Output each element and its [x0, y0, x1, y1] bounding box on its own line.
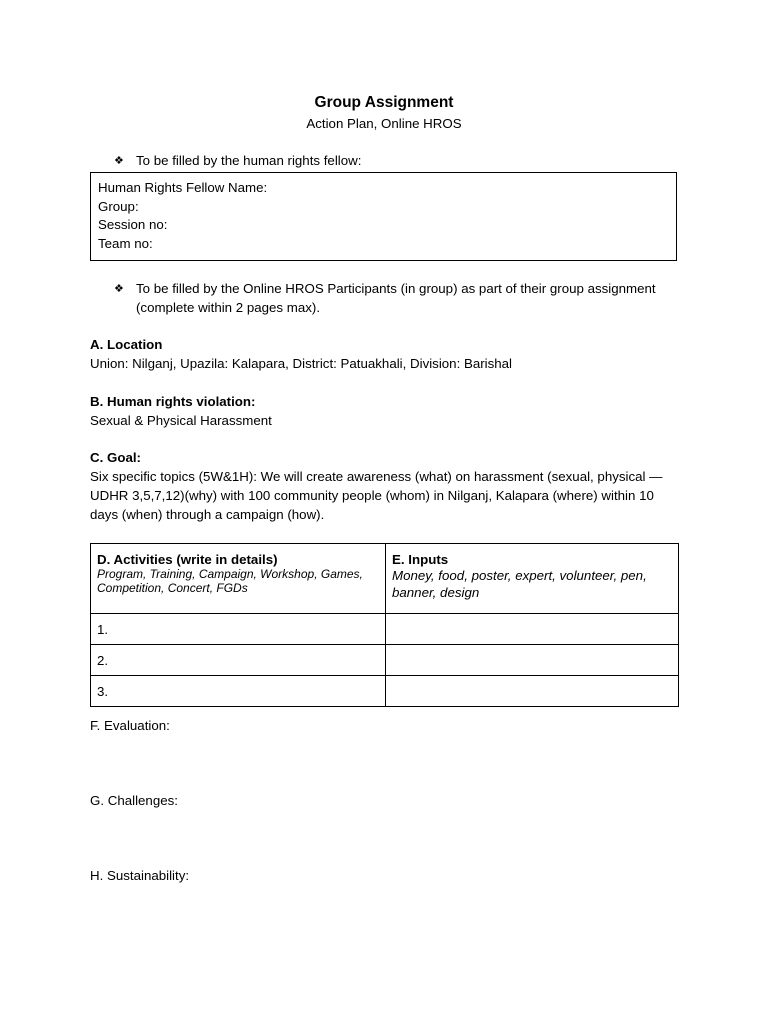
activity-cell[interactable]: 3. — [91, 676, 386, 707]
fellow-instruction — [114, 151, 684, 170]
inputs-header-title: E. Inputs — [392, 552, 449, 567]
document-subtitle: Action Plan, Online HROS — [306, 116, 462, 131]
table-header-row — [91, 544, 679, 614]
activity-cell[interactable]: 2. — [91, 645, 386, 676]
fellow-info-box — [90, 172, 677, 261]
goal-heading: C. Goal: — [90, 450, 141, 465]
session-no-field: Session no: — [98, 217, 168, 232]
table-row — [91, 614, 679, 645]
goal-body: Six specific topics (5W&1H): We will create awareness (what) on harassment (sexual, physical —UDHR 3,5,7,12)(why) with 100 community people (whom) in Nilganj, Kalapara (where) within 10 days (when) through a campaign (how). — [90, 469, 663, 522]
violation-heading: B. Human rights violation: — [90, 394, 256, 409]
fellow-name-field: Human Rights Fellow Name: — [98, 180, 268, 195]
activities-table — [90, 543, 679, 707]
participants-instruction — [114, 279, 684, 317]
fellow-instruction-text: To be filled by the human rights fellow: — [136, 153, 362, 168]
section-goal — [90, 448, 685, 524]
activities-header-cell — [91, 544, 386, 614]
group-field: Group: — [98, 198, 139, 214]
input-cell[interactable] — [386, 645, 679, 676]
section-location — [90, 335, 685, 373]
activities-header-examples: Program, Training, Campaign, Workshop, Games, Competition, Concert, FGDs — [97, 567, 363, 595]
location-body: Union: Nilganj, Upazila: Kalapara, District: Patuakhali, Division: Barishal — [90, 356, 512, 371]
violation-body: Sexual & Physical Harassment — [90, 413, 272, 428]
activities-header-title: D. Activities (write in details) — [97, 552, 278, 567]
location-heading: A. Location — [90, 337, 163, 352]
challenges-label: G. Challenges: — [90, 793, 178, 808]
inputs-header-examples: Money, food, poster, expert, volunteer, pen, banner, design — [392, 568, 647, 600]
activity-cell[interactable]: 1. — [91, 614, 386, 645]
evaluation-label: F. Evaluation: — [90, 718, 170, 733]
section-violation — [90, 392, 685, 430]
input-cell[interactable] — [386, 614, 679, 645]
document-title: Group Assignment — [314, 94, 454, 111]
team-no-field: Team no: — [98, 235, 153, 251]
diamond-bullet-icon: ❖ — [114, 282, 124, 295]
table-row — [91, 645, 679, 676]
inputs-header-cell — [386, 544, 679, 614]
sustainability-label: H. Sustainability: — [90, 868, 190, 883]
participants-instruction-text: To be filled by the Online HROS Participants (in group) as part of their group assignment (complete within 2 pages max). — [136, 281, 656, 315]
diamond-bullet-icon: ❖ — [114, 154, 124, 167]
table-row — [91, 676, 679, 707]
input-cell[interactable] — [386, 676, 679, 707]
